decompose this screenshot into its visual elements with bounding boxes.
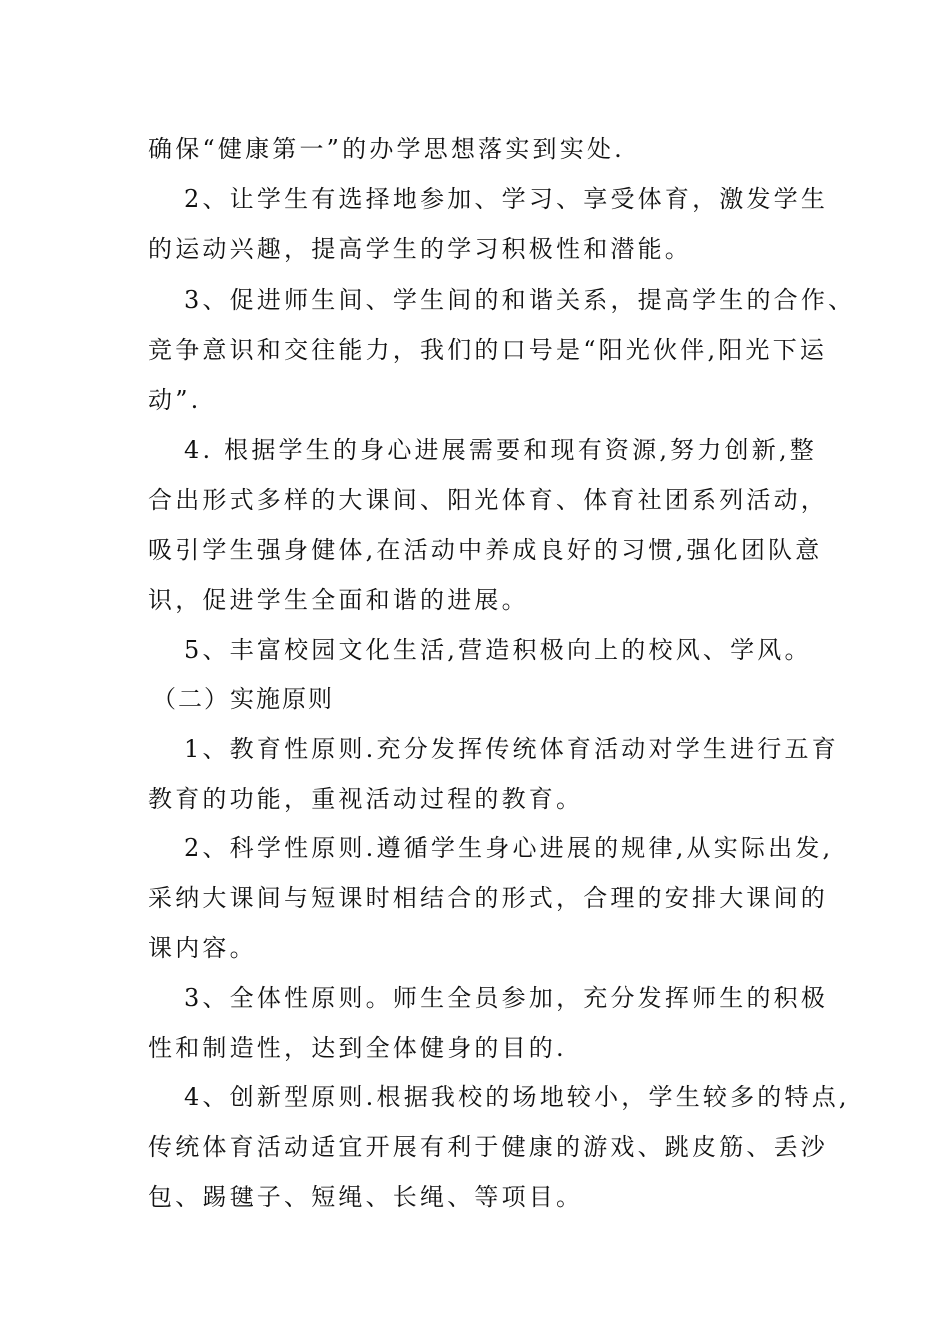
paragraph-line: 5、丰富校园文化生活,营造积极向上的校风、学风。 [184, 636, 812, 664]
paragraph-line: 识，促进学生全面和谐的进展。 [148, 586, 529, 614]
paragraph-line: 2、科学性原则.遵循学生身心进展的规律,从实际出发, [184, 834, 834, 862]
paragraph-line: 传统体育活动适宜开展有利于健康的游戏、跳皮筋、丢沙 [148, 1133, 828, 1161]
paragraph-line: 4、创新型原则.根据我校的场地较小，学生较多的特点, [184, 1083, 850, 1111]
paragraph-line: 合出形式多样的大课间、阳光体育、体育社团系列活动， [148, 486, 828, 514]
paragraph-line: 的运动兴趣，提高学生的学习积极性和潜能。 [148, 235, 692, 263]
paragraph-line: 3、全体性原则。师生全员参加，充分发挥师生的积极 [184, 984, 829, 1012]
paragraph-line: 教育的功能，重视活动过程的教育。 [148, 785, 584, 813]
paragraph-line: 性和制造性，达到全体健身的目的. [148, 1034, 567, 1062]
paragraph-line: 采纳大课间与短课时相结合的形式，合理的安排大课间的 [148, 884, 828, 912]
paragraph-line: 2、让学生有选择地参加、学习、享受体育，激发学生 [184, 185, 829, 213]
paragraph-line: 1、教育性原则.充分发挥传统体育活动对学生进行五育 [184, 735, 839, 763]
paragraph-line: 课内容。 [148, 934, 257, 962]
section-heading: （二）实施原则 [152, 685, 334, 713]
paragraph-line: 4. 根据学生的身心进展需要和现有资源,努力创新,整 [184, 436, 817, 464]
paragraph-line: 竞争意识和交往能力，我们的口号是“阳光伙伴,阳光下运 [148, 336, 828, 364]
paragraph-line: 吸引学生强身健体,在活动中养成良好的习惯,强化团队意 [148, 536, 823, 564]
paragraph-line: 确保“健康第一”的办学思想落实到实处. [148, 135, 625, 163]
paragraph-line: 3、促进师生间、学生间的和谐关系，提高学生的合作、 [184, 286, 856, 314]
paragraph-line: 动”. [148, 386, 202, 414]
paragraph-line: 包、踢毽子、短绳、长绳、等项目。 [148, 1183, 584, 1211]
